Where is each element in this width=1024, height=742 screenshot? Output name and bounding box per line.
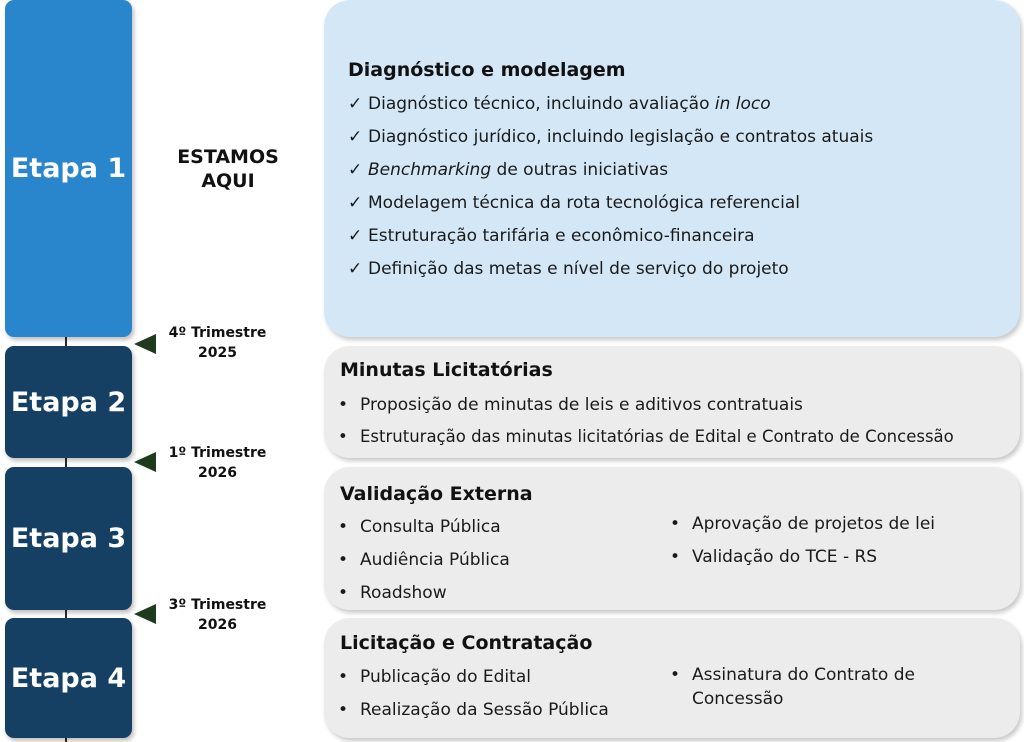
milestone-2-year: 2026 <box>198 465 237 481</box>
phase-2-item: • Proposição de minutas de leis e aditivos contratuais <box>338 395 803 415</box>
phase-2-panel <box>324 346 1020 458</box>
check-icon: ✓ <box>348 193 363 213</box>
phase-3-title: Validação Externa <box>340 483 533 505</box>
phase-4-panel <box>324 618 1020 738</box>
bullet-icon: • <box>670 514 681 534</box>
stage-1-label: Etapa 1 <box>10 153 127 184</box>
phase-4-right-item: • Assinatura do Contrato de Concessão <box>670 665 915 709</box>
check-icon: ✓ <box>348 94 363 114</box>
stage-2-box <box>5 346 132 458</box>
phase-1-item: ✓ Definição das metas e nível de serviço do projeto <box>348 259 789 279</box>
bullet-icon: • <box>338 667 349 687</box>
stage-3-box <box>5 467 132 610</box>
stage-3-label: Etapa 3 <box>10 523 127 554</box>
phase-3-right-item: • Validação do TCE - RS <box>670 547 878 567</box>
milestone-2-arrow <box>134 452 156 472</box>
milestone-2-label <box>160 443 275 483</box>
bullet-icon: • <box>338 395 349 415</box>
stage-4-label: Etapa 4 <box>10 662 127 694</box>
milestone-3-period: 3º Trimestre <box>168 597 267 613</box>
check-icon: ✓ <box>348 259 363 279</box>
phase-1-item: ✓ Modelagem técnica da rota tecnológica referencial <box>348 193 800 213</box>
check-icon: ✓ <box>348 226 363 246</box>
phase-1-item: ✓ Estruturação tarifária e econômico-financeira <box>348 226 755 246</box>
milestone-3-year: 2026 <box>198 617 237 633</box>
bullet-icon: • <box>338 550 349 570</box>
bullet-icon: • <box>670 665 681 685</box>
phase-1-item: ✓ Benchmarking de outras iniciativas <box>348 160 669 180</box>
current-position-label: ESTAMOS AQUI <box>177 146 279 192</box>
bullet-icon: • <box>338 700 349 720</box>
milestone-3-label <box>160 595 275 635</box>
phase-1-title: Diagnóstico e modelagem <box>348 59 626 81</box>
check-icon: ✓ <box>348 127 363 147</box>
phase-3-right-item: • Aprovação de projetos de lei <box>670 514 936 534</box>
phase-4-title: Licitação e Contratação <box>340 632 593 654</box>
stage-2-label: Etapa 2 <box>10 386 127 418</box>
bullet-icon: • <box>338 517 349 537</box>
milestone-2-period: 1º Trimestre <box>168 445 267 461</box>
phase-3-left-item: • Audiência Pública <box>338 550 510 570</box>
milestone-3-arrow <box>134 604 156 624</box>
phase-2-title: Minutas Licitatórias <box>340 359 553 381</box>
bullet-icon: • <box>338 583 349 603</box>
phase-4-left-item: • Realização da Sessão Pública <box>338 700 609 720</box>
milestone-1-period: 4º Trimestre <box>168 325 267 341</box>
milestone-1-year: 2025 <box>198 345 237 361</box>
stage-4-box <box>5 618 132 738</box>
phase-3-panel <box>324 467 1020 610</box>
milestone-1-arrow <box>134 334 156 354</box>
phase-2-item: • Estruturação das minutas licitatórias de Edital e Contrato de Concessão <box>338 427 954 446</box>
phase-3-left-item: • Consulta Pública <box>338 517 501 537</box>
phase-1-item: ✓ Diagnóstico jurídico, incluindo legislação e contratos atuais <box>348 127 874 147</box>
stage-1-box <box>5 0 132 337</box>
phase-4-left-item: • Publicação do Edital <box>338 667 531 687</box>
phase-1-item: ✓ Diagnóstico técnico, incluindo avaliação in loco <box>348 94 771 114</box>
phase-3-left-item: • Roadshow <box>338 583 447 603</box>
bullet-icon: • <box>670 547 681 567</box>
phase-1-panel <box>324 0 1020 337</box>
check-icon: ✓ <box>348 160 363 180</box>
milestone-1-label <box>160 323 275 363</box>
bullet-icon: • <box>338 427 348 446</box>
